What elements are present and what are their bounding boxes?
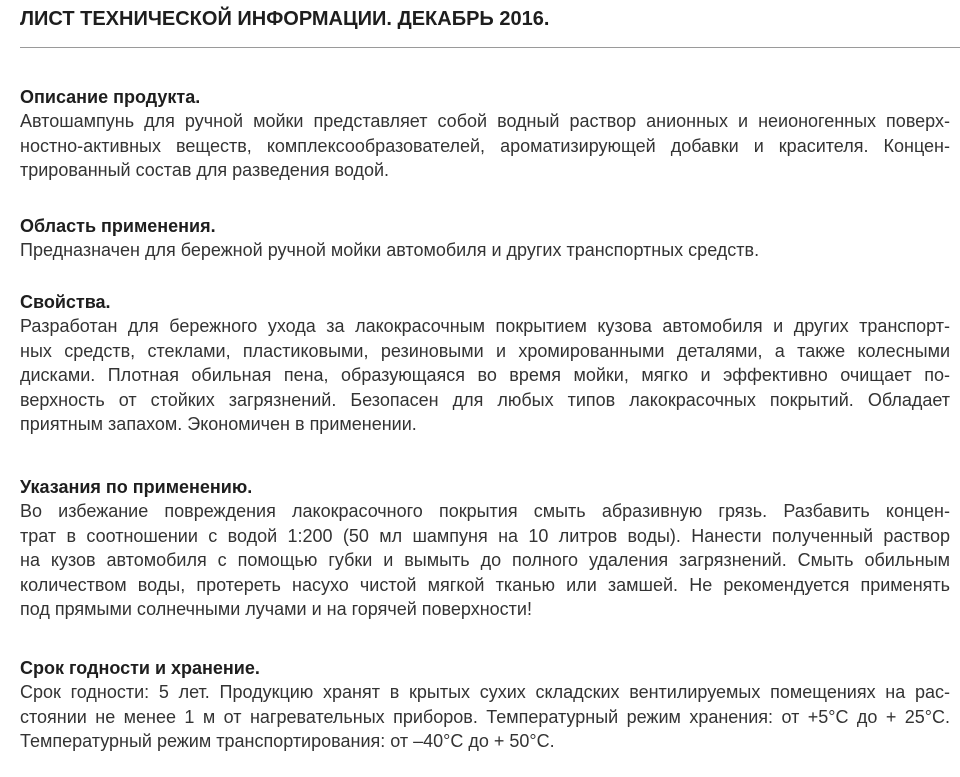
section-text-line: ностно-активных веществ, комплексообразователей, ароматизирующей добавки и красителя. Концен- (20, 135, 950, 156)
section-text-line: дисками. Плотная обильная пена, образующаяся во время мойки, мягко и эффективно очищает по- (20, 365, 950, 385)
section-heading: Область применения. (20, 216, 216, 236)
section-application-area (20, 214, 950, 263)
section-text-line: стоянии не менее 1 м от нагревательных приборов. Температурный режим хранения: от +5°С до + 25°С. (20, 706, 950, 727)
section-text-line: верхность от стойких загрязнений. Безопасен для любых типов лакокрасочных покрытий. Обладает (20, 389, 950, 410)
section-text-line: Разработан для бережного ухода за лакокрасочным покрытием кузова автомобиля и других транспорт- (20, 316, 950, 336)
section-heading: Описание продукта. (20, 87, 201, 107)
header-divider (20, 47, 960, 48)
section-text-line: приятным запахом. Экономичен в применении. (20, 414, 417, 434)
section-text-line: трированный состав для разведения водой. (20, 160, 390, 180)
section-text-line: Температурный режим транспортирования: от –40°С до + 50°С. (20, 731, 555, 751)
section-text-line: на кузов автомобиля с помощью губки и вымыть до полного удаления загрязнений. Смыть обильным (20, 550, 950, 570)
section-shelf-life-storage (20, 656, 950, 754)
section-usage-instructions (20, 475, 950, 622)
section-product-description (20, 85, 950, 183)
section-heading: Срок годности и хранение. (20, 658, 260, 678)
section-properties (20, 290, 950, 437)
section-text-line: количеством воды, протереть насухо чистой мягкой тканью или замшей. Не рекомендуется применять (20, 574, 950, 595)
section-text-line: Во избежание повреждения лакокрасочного покрытия смыть абразивную грязь. Разбавить концен- (20, 501, 950, 521)
section-text-line: Срок годности: 5 лет. Продукцию хранят в крытых сухих складских вентилируемых помещениях на рас- (20, 682, 950, 702)
section-text-line: трат в соотношении с водой 1:200 (50 мл шампуня на 10 литров воды). Нанести полученный раствор (20, 525, 950, 546)
section-heading: Указания по применению. (20, 477, 253, 497)
section-text-line: Предназначен для бережной ручной мойки автомобиля и других транспортных средств. (20, 240, 760, 260)
section-text-line: Автошампунь для ручной мойки представляет собой водный раствор анионных и неионогенных поверх- (20, 111, 950, 131)
section-heading: Свойства. (20, 292, 111, 312)
section-text-line: ных средств, стеклами, пластиковыми, резиновыми и хромированными деталями, а также колесными (20, 340, 950, 361)
section-text-line: под прямыми солнечными лучами и на горячей поверхности! (20, 599, 532, 619)
page-title: ЛИСТ ТЕХНИЧЕСКОЙ ИНФОРМАЦИИ. ДЕКАБРЬ 2016. (20, 8, 550, 30)
